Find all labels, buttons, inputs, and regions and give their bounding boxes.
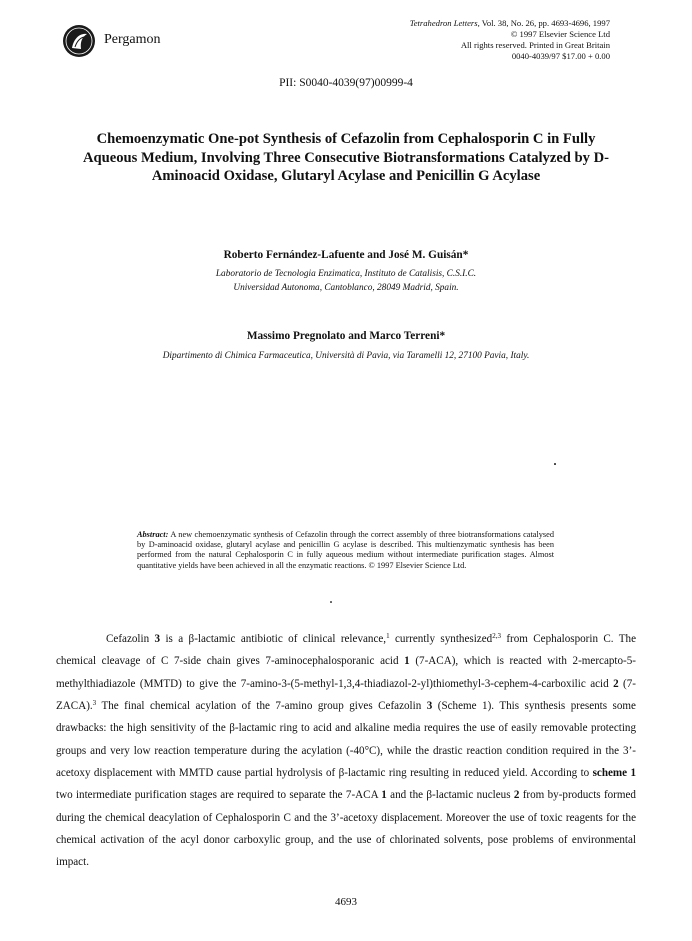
article-title: Chemoenzymatic One-pot Synthesis of Cefazolin from Cephalosporin C in Fully Aqueous Medium, Involving Three Consecutive Biotransformations Catalyzed by D-Aminoacid Oxidase, Glutaryl Acylase and Penicillin G Acylase bbox=[82, 131, 610, 184]
reference-marker: 1 bbox=[386, 632, 390, 640]
body-text bbox=[56, 628, 636, 874]
reference-marker: 3 bbox=[92, 699, 97, 708]
affiliation-2: Dipartimento di Chimica Farmaceutica, Università di Pavia, via Taramelli 12, 27100 Pavia, Italy. bbox=[162, 351, 530, 361]
body-paragraph: Cefazolin 3 is a β-lactamic antibiotic of clinical relevance,$^1$ currently synthesized$^{2,3}$ from Cephalosporin C. The chemical cleavage of C 7-side chain gives 7-aminocephalosporanic acid 1 (7-ACA), which is reacted with 2-mercapto-5-methylthiadiazole (MMTD) to give the 7-amino-3-(5-methyl-1,3,4-thiadiazol-2-yl)thiomethyl-3-cephem-4-carboxilic acid 2 (7-ZACA).$^3$ The final chemical acylation of the 7-amino group gives Cefazolin 3 (Scheme 1). This synthesis presents some drawbacks: the high sensitivity of the β-lactamic ring to acid and alkaline media requires the use of easily removable protecting groups and very low reaction temperature during the acylation (-40°C), while the drastic reaction condition required in the 3’-acetoxy displacement with MMTD cause partial hydrolysis of β-lactamic ring resulting in reduced yield. According to scheme 1 two intermediate purification stages are required to separate the 7-ACA 1 and the β-lactamic nucleus 2 from by-products formed during the chemical deacylation of Cephalosporin C and the 3’-acetoxy displacement. Moreover the use of toxic reagents for the chemical activation of the acyl donor carboxylic group, and the use of chlorinated solvents, pose problems of environmental impact. bbox=[56, 632, 636, 869]
pergamon-logo bbox=[62, 24, 96, 58]
abstract-text: A new chemoenzymatic synthesis of Cefazolin through the correct assembly of three biotransformations catalysed by D-aminoacid oxidase, glutaryl acylase and penicillin G acylase is described. This multienzymatic synthesis has been performed from the natural Cephalosporin C in fully aqueous medium without intermediate purification stages. Almost quantitative yields have been achieved in all the enzymatic reactions. © 1997 Elsevier Science Ltd. bbox=[137, 530, 554, 570]
authors-group-1: Roberto Fernández-Lafuente and José M. Guisán* bbox=[223, 249, 469, 261]
journal-info bbox=[410, 18, 610, 62]
authors-group-2: Massimo Pregnolato and Marco Terreni* bbox=[246, 330, 446, 342]
page-number: 4693 bbox=[335, 896, 357, 908]
reference-marker: 2,3 bbox=[492, 632, 501, 640]
abstract-label: Abstract: bbox=[137, 530, 169, 539]
abstract bbox=[137, 530, 554, 571]
rights-line: All rights reserved. Printed in Great Britain bbox=[460, 40, 610, 50]
journal-citation: Tetrahedron Letters, Vol. 38, No. 26, pp. 4693-4696, 1997 bbox=[409, 18, 610, 28]
pii-identifier: PII: S0040-4039(97)00999-4 bbox=[279, 77, 413, 89]
affiliation-1: Laboratorio de Tecnologia Enzimatica, Instituto de Catalisis, C.S.I.C. Universidad Autonoma, Cantoblanco, 28049 Madrid, Spain. bbox=[215, 269, 477, 293]
publisher-name: Pergamon bbox=[104, 32, 161, 47]
issn-price-line: 0040-4039/97 $17.00 + 0.00 bbox=[511, 51, 610, 61]
copyright-line: © 1997 Elsevier Science Ltd bbox=[510, 29, 610, 39]
